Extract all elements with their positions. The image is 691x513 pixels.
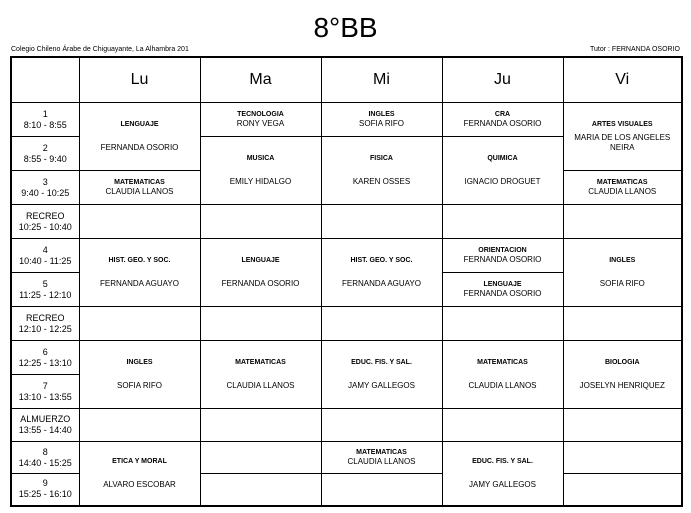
class-cell — [321, 137, 442, 205]
empty-cell — [200, 205, 321, 239]
teacher-name: SOFIA RIFO — [599, 279, 645, 288]
class-cell — [563, 239, 682, 307]
corner-cell — [11, 57, 79, 103]
header-row — [11, 57, 682, 103]
day-header: Mi — [321, 57, 442, 103]
subject-name: LENGUAJE — [120, 121, 159, 128]
day-header: Ma — [200, 57, 321, 103]
period-row — [11, 442, 682, 474]
subject-name: MATEMATICAS — [477, 359, 528, 366]
teacher-name: EMILY HIDALGO — [229, 177, 292, 186]
teacher-name: CLAUDIA LLANOS — [226, 381, 295, 390]
class-cell — [442, 341, 563, 409]
class-cell — [321, 442, 442, 474]
empty-cell — [321, 307, 442, 341]
empty-cell — [200, 442, 321, 474]
period-row — [11, 341, 682, 375]
subject-name: INGLES — [126, 359, 153, 366]
period-time-cell — [11, 273, 79, 307]
empty-cell — [321, 205, 442, 239]
class-cell — [442, 273, 563, 307]
subject-name: CRA — [494, 111, 511, 118]
empty-cell — [200, 307, 321, 341]
empty-cell — [563, 474, 682, 506]
period-time-cell — [11, 474, 79, 506]
day-header: Vi — [563, 57, 682, 103]
period-number: 7 — [42, 380, 48, 391]
teacher-name: FERNANDA AGUAYO — [100, 279, 179, 288]
period-time-cell — [11, 409, 79, 442]
day-header: Lu — [79, 57, 200, 103]
period-row — [11, 239, 682, 273]
break-label: RECREO — [25, 312, 65, 323]
period-number: 3 — [42, 176, 48, 187]
empty-cell — [442, 409, 563, 442]
period-time: 15:25 - 16:10 — [18, 489, 72, 500]
period-time-cell — [11, 307, 79, 341]
period-time: 13:10 - 13:55 — [18, 391, 72, 402]
class-cell — [442, 103, 563, 137]
subject-name: FISICA — [370, 155, 393, 162]
subject-name: BIOLOGIA — [604, 359, 640, 366]
period-number: 5 — [42, 278, 48, 289]
teacher-name: CLAUDIA LLANOS — [468, 381, 537, 390]
subject-name: MATEMATICAS — [596, 179, 648, 186]
empty-cell — [563, 307, 682, 341]
class-cell — [79, 171, 200, 205]
period-time-cell — [11, 239, 79, 273]
teacher-name: FERNANDA OSORIO — [463, 119, 542, 128]
teacher-name: FERNANDA OSORIO — [463, 255, 542, 264]
class-cell — [321, 103, 442, 137]
period-time-cell — [11, 442, 79, 474]
empty-cell — [79, 307, 200, 341]
break-row — [11, 409, 682, 442]
subject-name: EDUC. FIS. Y SAL. — [472, 457, 533, 465]
class-cell — [79, 341, 200, 409]
subject-name: QUIMICA — [487, 155, 518, 162]
period-number: 2 — [42, 142, 48, 153]
period-number: 8 — [42, 446, 48, 457]
class-cell — [200, 137, 321, 205]
empty-cell — [79, 409, 200, 442]
break-label: RECREO — [25, 210, 65, 221]
subject-name: INGLES — [368, 111, 395, 118]
class-cell — [79, 239, 200, 307]
period-time: 12:10 - 12:25 — [18, 323, 72, 334]
subject-name: MATEMATICAS — [356, 449, 407, 456]
class-cell — [563, 171, 682, 205]
subject-name: HIST. GEO. Y SOC. — [350, 257, 413, 264]
subject-name: LENGUAJE — [483, 281, 522, 288]
period-time-cell — [11, 341, 79, 375]
subject-name: ARTES VISUALES — [591, 121, 653, 128]
teacher-name: RONY VEGA — [236, 119, 285, 128]
period-time: 10:40 - 11:25 — [19, 255, 72, 266]
subject-name: INGLES — [609, 257, 636, 264]
teacher-name: FERNANDA OSORIO — [463, 289, 542, 298]
empty-cell — [442, 205, 563, 239]
subject-name: ORIENTACION — [478, 247, 527, 254]
period-time: 13:55 - 14:40 — [18, 425, 72, 435]
period-number: 6 — [42, 346, 48, 357]
tutor-label: Tutor : FERNANDA OSORIO — [590, 46, 680, 53]
teacher-name: SOFIA RIFO — [117, 381, 162, 390]
period-time: 8:10 - 8:55 — [23, 119, 67, 130]
empty-cell — [563, 409, 682, 442]
teacher-name: JAMY GALLEGOS — [348, 381, 415, 390]
class-cell — [79, 103, 200, 171]
period-time: 8:55 - 9:40 — [23, 153, 67, 164]
subject-name: LENGUAJE — [241, 257, 280, 264]
teacher-name: KAREN OSSES — [352, 177, 411, 186]
period-time-cell — [11, 375, 79, 409]
period-time: 9:40 - 10:25 — [21, 187, 70, 198]
period-number: 1 — [42, 108, 48, 119]
empty-cell — [79, 205, 200, 239]
teacher-name: FERNANDA AGUAYO — [342, 279, 421, 288]
subject-name: MATEMATICAS — [235, 359, 286, 366]
day-header: Ju — [442, 57, 563, 103]
class-cell — [442, 137, 563, 205]
teacher-name: IGNACIO DROGUET — [464, 177, 541, 186]
class-cell — [321, 341, 442, 409]
empty-cell — [442, 307, 563, 341]
period-time-cell — [11, 103, 79, 137]
page-title: 8°BB — [313, 12, 378, 43]
teacher-name: SOFIA RIFO — [359, 119, 404, 128]
period-number: 9 — [42, 478, 48, 489]
break-row — [11, 307, 682, 341]
subject-name: EDUC. FIS. Y SAL. — [351, 359, 412, 366]
teacher-name: FERNANDA OSORIO — [221, 279, 300, 288]
school-name: Colegio Chileno Árabe de Chiguayante, La Alhambra 201 — [11, 46, 189, 53]
empty-cell — [563, 442, 682, 474]
schedule-table — [10, 56, 683, 507]
class-cell — [563, 341, 682, 409]
class-cell — [200, 103, 321, 137]
period-number: 4 — [42, 244, 48, 255]
empty-cell — [563, 205, 682, 239]
period-time-cell — [11, 137, 79, 171]
teacher-name: JOSELYN HENRIQUEZ — [579, 381, 665, 390]
teacher-name: CLAUDIA LLANOS — [588, 187, 657, 196]
class-cell — [200, 341, 321, 409]
period-time: 10:25 - 10:40 — [18, 221, 72, 232]
teacher-name: ALVARO ESCOBAR — [103, 479, 176, 489]
empty-cell — [200, 474, 321, 506]
class-cell — [200, 239, 321, 307]
subject-name: MUSICA — [246, 155, 275, 162]
teacher-name: CLAUDIA LLANOS — [347, 457, 416, 466]
subject-name: ETICA Y MORAL — [112, 457, 167, 465]
empty-cell — [321, 474, 442, 506]
class-cell — [321, 239, 442, 307]
class-cell — [79, 442, 200, 506]
class-cell — [563, 103, 682, 171]
period-time-cell — [11, 205, 79, 239]
break-row — [11, 205, 682, 239]
teacher-name: FERNANDA OSORIO — [100, 143, 179, 152]
subject-name: MATEMATICAS — [114, 179, 165, 186]
period-time: 14:40 - 15:25 — [18, 457, 72, 468]
empty-cell — [321, 409, 442, 442]
period-time-cell — [11, 171, 79, 205]
teacher-name: MARIA DE LOS ANGELES NEIRA — [574, 133, 671, 152]
class-cell — [442, 442, 563, 506]
subject-name: TECNOLOGIA — [237, 111, 284, 118]
class-cell — [442, 239, 563, 273]
empty-cell — [200, 409, 321, 442]
period-time: 12:25 - 13:10 — [18, 357, 72, 368]
teacher-name: CLAUDIA LLANOS — [105, 187, 174, 196]
teacher-name: JAMY GALLEGOS — [469, 479, 536, 489]
break-label: ALMUERZO — [20, 414, 71, 424]
period-time: 11:25 - 12:10 — [19, 289, 72, 300]
subject-name: HIST. GEO. Y SOC. — [108, 257, 171, 264]
period-row — [11, 103, 682, 137]
